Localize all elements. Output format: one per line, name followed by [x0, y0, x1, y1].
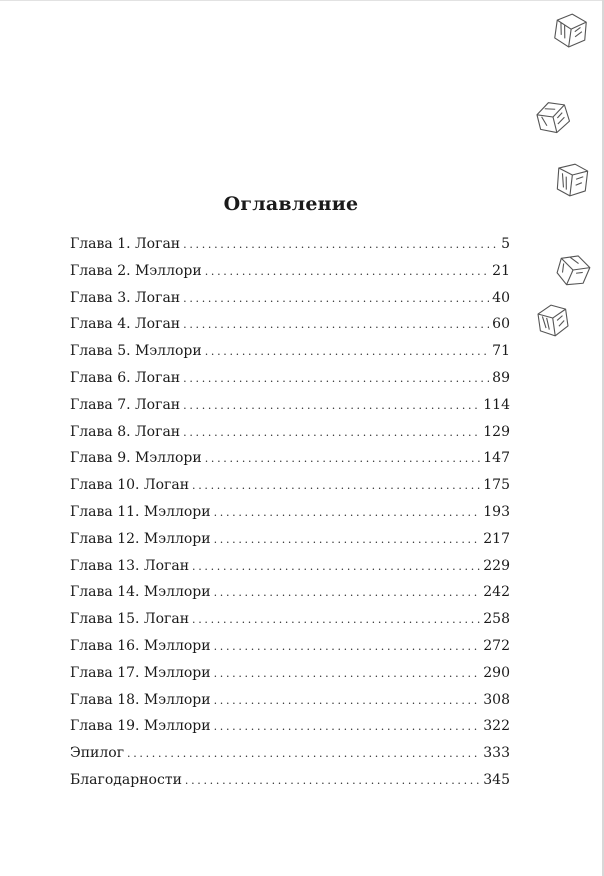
toc-entry: [70, 638, 510, 665]
toc-entry-page: 242: [483, 584, 510, 601]
toc-entry: [70, 504, 510, 531]
dot-leader: [183, 399, 480, 412]
toc-entry-page: 333: [483, 745, 510, 762]
toc-entry: [70, 745, 510, 772]
toc-entry-title: Глава 12. Мэллори: [70, 530, 211, 547]
dot-leader: [183, 238, 498, 251]
toc-entry: [70, 477, 510, 504]
toc-entry-page: 21: [492, 262, 510, 279]
toc-entry: [70, 424, 510, 451]
dot-leader: [205, 345, 489, 358]
dot-leader: [214, 667, 481, 680]
dot-leader: [205, 452, 481, 465]
toc-entry-page: 322: [483, 718, 510, 735]
toc-entry-title: Глава 7. Логан: [70, 396, 181, 413]
toc-entry-page: 89: [492, 369, 510, 386]
toc-entry-title: Глава 1. Логан: [70, 236, 181, 252]
dot-leader: [205, 265, 489, 278]
toc-entry-page: 229: [483, 557, 510, 574]
toc-entry: [70, 718, 510, 745]
toc-entry-title: Глава 19. Мэллори: [70, 718, 211, 735]
toc-entry-page: 290: [483, 664, 510, 681]
toc-entry-title: Глава 13. Логан: [70, 557, 190, 574]
toc-entry-page: 129: [483, 423, 510, 440]
toc-entry-title: Глава 18. Мэллори: [70, 691, 211, 708]
table-of-contents: [70, 236, 510, 799]
toc-entry-title: Благодарности: [70, 771, 182, 788]
toc-entry-page: 40: [492, 289, 510, 306]
page-top-edge: [0, 0, 604, 1]
toc-entry-title: Глава 17. Мэллори: [70, 664, 211, 681]
toc-entry-title: Глава 5. Мэллори: [70, 343, 202, 360]
toc-entry: [70, 692, 510, 719]
toc-entry-title: Глава 4. Логан: [70, 316, 181, 333]
dot-leader: [214, 694, 481, 707]
toc-entry-title: Глава 6. Логан: [70, 369, 181, 386]
toc-entry: [70, 584, 510, 611]
dot-leader: [214, 533, 481, 546]
dot-leader: [192, 613, 480, 626]
toc-entry-page: 345: [483, 771, 510, 788]
toc-entry-page: 114: [483, 396, 510, 413]
toc-entry: [70, 450, 510, 477]
toc-entry-title: Глава 10. Логан: [70, 477, 190, 494]
dot-leader: [185, 774, 480, 787]
toc-entry: [70, 665, 510, 692]
dot-leader: [183, 372, 489, 385]
toc-entry-page: 175: [483, 477, 510, 494]
dot-leader: [127, 747, 480, 760]
ice-cube-icon: [547, 244, 598, 295]
toc-entry: [70, 531, 510, 558]
page-title: Оглавление: [223, 192, 359, 215]
toc-entry-title: Эпилог: [70, 745, 125, 762]
toc-entry: [70, 343, 510, 370]
toc-entry: [70, 316, 510, 343]
dot-leader: [214, 640, 481, 653]
dot-leader: [192, 560, 480, 573]
toc-entry-title: Глава 8. Логан: [70, 423, 181, 440]
ice-cube-icon: [547, 7, 592, 52]
dot-leader: [183, 318, 489, 331]
dot-leader: [183, 426, 480, 439]
toc-entry: [70, 772, 510, 799]
toc-entry: [70, 397, 510, 424]
toc-entry-title: Глава 15. Логан: [70, 611, 190, 628]
toc-entry-title: Глава 11. Мэллори: [70, 503, 211, 520]
toc-entry: [70, 558, 510, 585]
dot-leader: [214, 506, 481, 519]
toc-entry-page: 217: [483, 530, 510, 547]
toc-entry-page: 60: [492, 316, 510, 333]
toc-entry: [70, 290, 510, 317]
toc-entry-page: 272: [483, 637, 510, 654]
toc-entry-title: Глава 14. Мэллори: [70, 584, 211, 601]
toc-entry-page: 258: [483, 611, 510, 628]
dot-leader: [192, 479, 480, 492]
toc-entry-page: 5: [501, 236, 510, 252]
toc-entry: [70, 370, 510, 397]
dot-leader: [214, 720, 481, 733]
ice-cube-icon: [530, 297, 575, 342]
dot-leader: [214, 586, 481, 599]
toc-entry-page: 71: [492, 343, 510, 360]
ice-cube-icon: [529, 93, 577, 141]
toc-entry: [70, 236, 510, 263]
toc-entry: [70, 611, 510, 638]
toc-entry-title: Глава 3. Логан: [70, 289, 181, 306]
toc-entry-title: Глава 16. Мэллори: [70, 637, 211, 654]
dot-leader: [183, 292, 489, 305]
toc-entry-page: 147: [483, 450, 510, 467]
toc-entry: [70, 263, 510, 290]
toc-entry-page: 308: [483, 691, 510, 708]
toc-entry-page: 193: [483, 503, 510, 520]
toc-entry-title: Глава 9. Мэллори: [70, 450, 202, 467]
toc-entry-title: Глава 2. Мэллори: [70, 262, 202, 279]
